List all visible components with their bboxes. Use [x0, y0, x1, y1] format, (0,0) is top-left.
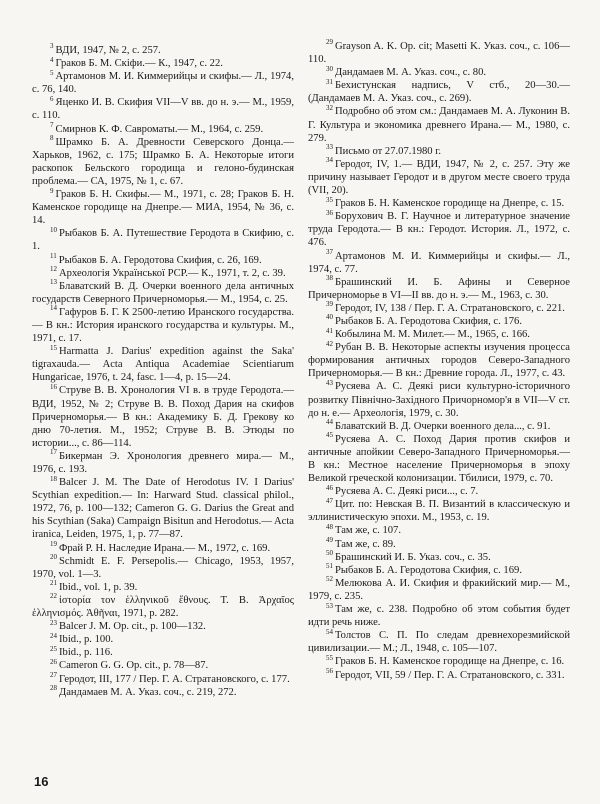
footnote: $^{55}$ Граков Б. Н. Каменское городище на Днепре, с. 16. [326, 653, 565, 668]
footnotes-right-column [308, 40, 570, 682]
footnote: $^{35}$ Граков Б. Н. Каменское городище на Днепре, с. 15. [326, 195, 565, 210]
footnote: $^{16}$ Струве В. В. Хронология VI в. в труде Геродота.— ВДИ, 1952, № 2; Струве В. В. Поход Дария на скифов Причерноморья.— В кн.: Академику Б. Д. Грекову ко дню 70-летия. М., 1952; Струве В. В. Этюды по истории..., с. 86—114. [32, 382, 294, 449]
footnote: $^{47}$ Цит. по: Невская В. П. Византий в классическую и эллинистическую эпохи. М., 1953, с. 19. [308, 496, 570, 524]
footnote: $^{51}$ Рыбаков Б. А. Геродотова Скифия, с. 169. [326, 562, 522, 576]
footnote: $^{18}$ Balcer J. M. The Date of Herodotus IV. I Darius' Scythian expedition.— In: Harward Stud. classical philol., 1972, 76, p. 100—132; Cameron G. G. Darius the Great and his Scythian (Saka) Campaign Bisitun and Herodotus.— Acta iranica, Leiden, 1975, 1, p. 77—87. [32, 474, 294, 541]
footnote: $^{52}$ Мелюкова А. И. Скифия и фракийский мир.— М., 1979, с. 235. [308, 575, 570, 602]
footnote: $^{25}$ Ibid., p. 116. [50, 644, 113, 659]
footnote: $^{32}$ Подробно об этом см.: Дандамаев М. А. Луконин В. Г. Культура и экономика древнего Ирана.— М., 1980, с. 279. [308, 103, 570, 144]
footnote: $^{21}$ Ibid., vol. 1, p. 39. [50, 579, 138, 593]
footnote: $^{23}$ Balcer J. M. Op. cit., p. 100—132. [50, 618, 206, 633]
footnote: $^{24}$ Ibid., p. 100. [50, 631, 114, 646]
footnote: $^{37}$ Артамонов М. И. Киммерийцы и скифы.— Л., 1974, с. 77. [308, 247, 570, 275]
footnote: $^3$ ВДИ, 1947, № 2, с. 257. [50, 42, 161, 56]
footnote: $^{38}$ Брашинский И. Б. Афины и Северное Причерноморье в VI—II вв. до н. э.— М., 1963, с. 30. [308, 274, 570, 301]
footnote: $^{29}$ Grayson A. K. Op. cit; Masetti K. Указ. соч., с. 106—110. [308, 38, 570, 66]
footnote: $^7$ Смирнов К. Ф. Савроматы.— М., 1964, с. 259. [50, 121, 264, 135]
footnote: $^{22}$ ἱστορία τον ἑλληνικοῦ ἔθνους. Τ. Β. Ἀρχαῖος ἑλληνισμός. Ἀθῆναι, 1971, p. 282. [32, 592, 294, 620]
footnote: $^{28}$ Дандамаев М. А. Указ. соч., с. 219, 272. [50, 684, 237, 698]
footnote: $^{39}$ Геродот, IV, 138 / Пер. Г. А. Стратановского, с. 221. [326, 300, 565, 314]
footnote: $^{11}$ Рыбаков Б. А. Геродотова Скифия, с. 26, 169. [50, 251, 262, 266]
footnote: $^{41}$ Кобылина М. М. Милет.— М., 1965, с. 166. [326, 326, 530, 341]
footnote: $^{48}$ Там же, с. 107. [326, 522, 401, 537]
footnote: $^{14}$ Гафуров Б. Г. К 2500-летию Иранского государства.— В кн.: История иранского государства и культуры. М., 1971, с. 17. [32, 304, 294, 345]
footnote: $^{43}$ Русяева А. С. Деякі риси культурно-історичного розвитку Північно-Західного Причорномор'я в VII—V ст. до н. е.— Археологія, 1979, с. 30. [308, 378, 570, 419]
footnote: $^{54}$ Толстов С. П. По следам древнехорезмийской цивилизации.— М.; Л., 1948, с. 105—107. [308, 627, 570, 655]
footnote: $^{49}$ Там же, с. 89. [326, 536, 396, 550]
footnote: $^{30}$ Дандамаев М. А. Указ. соч., с. 80. [326, 64, 487, 79]
footnote: $^{27}$ Геродот, III, 177 / Пер. Г. А. Стратановского, с. 177. [50, 670, 290, 685]
footnote: $^{10}$ Рыбаков Б. А. Путешествие Геродота в Скифию, с. 1. [32, 225, 294, 253]
footnote: $^8$ Шрамко Б. А. Древности Северского Донца.— Харьков, 1962, с. 175; Шрамко Б. А. Некоторые итоги раскопок Бельского городища и гелоно-будинская проблема.— СА, 1975, № 1, с. 67. [32, 134, 294, 187]
footnote: $^{15}$ Harmatta J. Darius' expedition against the Saka' tigraxauda.— Acta Antiqua Academiae Scientiarum Hungaricae, 1976, t. 24, fasc. 1—4, p. 15—24. [32, 343, 294, 384]
footnote: $^{12}$ Археологія Української РСР.— К., 1971, т. 2, с. 39. [50, 265, 286, 279]
footnote: $^{50}$ Брашинский И. Б. Указ. соч., с. 35. [326, 549, 491, 563]
footnote: $^{26}$ Cameron G. G. Op. cit., p. 78—87. [50, 657, 209, 672]
footnote: $^{31}$ Бехистунская надпись, V стб., 20—30.— (Дандамаев М. А. Указ. соч., с. 269). [308, 77, 570, 105]
footnote: $^{44}$ Блаватский В. Д. Очерки военного дела..., с. 91. [326, 418, 551, 432]
footnote: $^{40}$ Рыбаков Б. А. Геродотова Скифия, с. 176. [326, 313, 522, 327]
footnote: $^{17}$ Бикерман Э. Хронология древнего мира.— М., 1976, с. 193. [32, 448, 294, 475]
footnote: $^{34}$ Геродот, IV, 1.— ВДИ, 1947, № 2, с. 257. Эту же причину называет Геродот и в другом месте своего труда (VII, 20). [308, 156, 570, 197]
footnote: $^{45}$ Русяева А. С. Поход Дария против скифов и античные апойкии Северо-Западного Причерноморья.— В кн.: Местное население Причерноморья в эпоху Великой греческой колонизации. Тбилиси, 1979, с. 70. [308, 431, 570, 485]
footnote: $^5$ Артамонов М. И. Киммерийцы и скифы.— Л., 1974, с. 76, 140. [32, 68, 294, 96]
footnote: $^{20}$ Schmidt E. F. Persepolis.— Chicago, 1953, 1957, 1970, vol. 1—3. [32, 553, 294, 580]
footnote: $^{46}$ Русяева А. С. Деякі риси..., с. 7. [326, 483, 479, 498]
footnotes-left-column [32, 44, 294, 712]
footnote: $^{33}$ Письмо от 27.07.1980 г. [326, 143, 442, 157]
footnote: $^{36}$ Борухович В. Г. Научное и литературное значение труда Геродота.— В кн.: Геродот. История. Л., 1972, с. 476. [308, 208, 570, 249]
footnote: $^{53}$ Там же, с. 238. Подробно об этом события будет идти речь ниже. [308, 601, 570, 629]
footnote: $^{56}$ Геродот, VII, 59 / Пер. Г. А. Стратановского, с. 331. [326, 666, 565, 681]
footnote: $^6$ Яценко И. В. Скифия VII—V вв. до н. э.— М., 1959, с. 110. [32, 94, 294, 122]
footnote: $^4$ Граков Б. М. Скіфи.— К., 1947, с. 22. [50, 55, 223, 70]
page-number: 16 [34, 774, 49, 789]
footnote: $^{13}$ Блаватский В. Д. Очерки военного дела античных государств Северного Причерноморья.— М., 1954, с. 25. [32, 278, 294, 305]
footnote: $^9$ Граков Б. Н. Скифы.— М., 1971, с. 28; Граков Б. Н. Каменское городище на Днепре.— МИА, 1954, № 36, с. 14. [32, 186, 294, 227]
footnote: $^{19}$ Фрай Р. Н. Наследие Ирана.— М., 1972, с. 169. [50, 540, 271, 554]
footnote [32, 699, 294, 712]
footnote: $^{42}$ Рубан В. В. Некоторые аспекты изучения процесса формирования античных городов Северо-Западного Причерноморья.— В кн.: Древние города. Л., 1977, с. 43. [308, 339, 570, 380]
